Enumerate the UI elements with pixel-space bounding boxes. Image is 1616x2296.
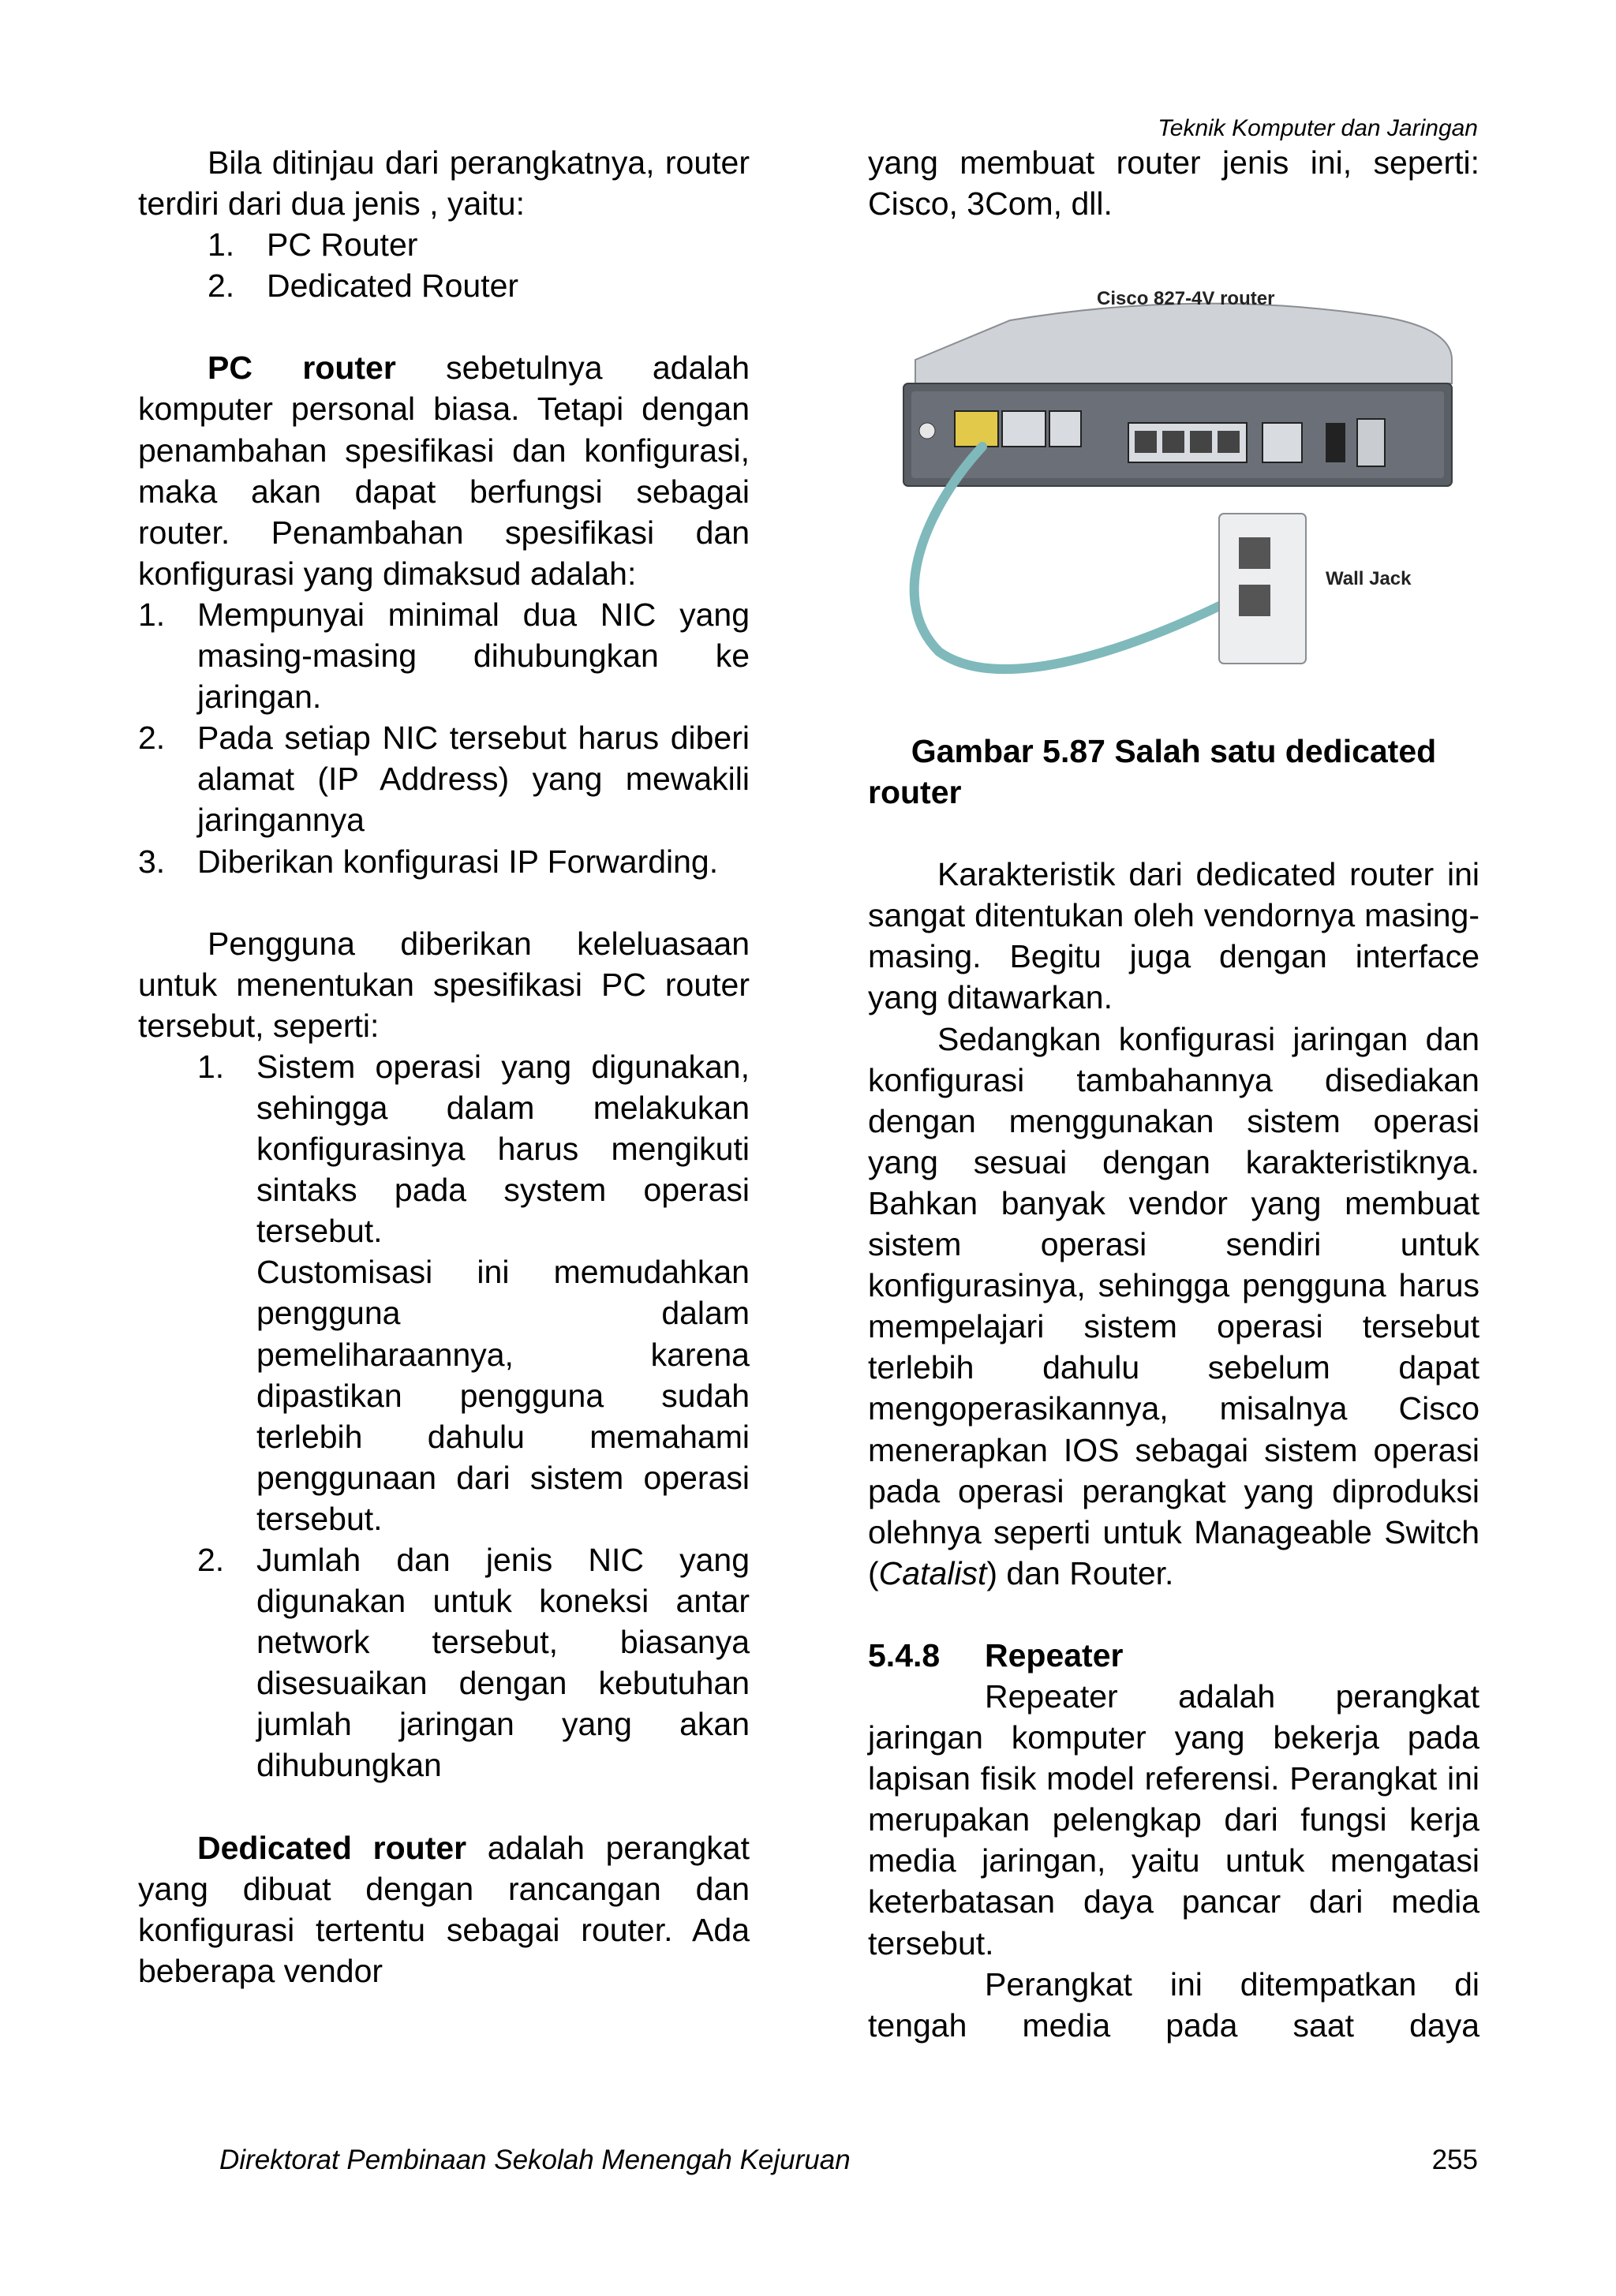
router-types-list [138, 224, 750, 306]
repeater-paragraph: Repeater adalah perangkat jaringan komputer yang bekerja pada lapisan fisik model referensi. Perangkat ini merupakan pelengkap dari fungsi kerja media jaringan, yaitu untuk mengatasi keterbatasan daya pancar dari media tersebut. [868, 1677, 1479, 1961]
router-label: Cisco 827-4V router [1097, 288, 1275, 310]
figure-caption: Gambar 5.87 Salah satu dedicated router [868, 733, 1437, 811]
footer-text: Direktorat Pembinaan Sekolah Menengah Kejuruan [219, 2145, 851, 2175]
list-text: Pada setiap NIC tersebut harus diberi alamat (IP Address) yang mewakili jaringannya [197, 720, 750, 839]
router-illustration [868, 265, 1479, 707]
list-text-part: Customisasi ini memudahkan pengguna dalam pemeliharaannya, karena dipastikan pengguna sudah terlebih dahulu memahami penggunaan dari sistem operasi tersebut. [256, 1254, 750, 1537]
list-number: 2. [197, 1542, 225, 1578]
router-figure [868, 265, 1479, 707]
list-item [138, 265, 750, 306]
wall-jack-label: Wall Jack [1326, 568, 1412, 590]
continuation-paragraph: yang membuat router jenis ini, seperti: Cisco, 3Com, dll. [868, 144, 1479, 222]
ethernet-port-icon [1049, 411, 1081, 447]
list-item [138, 1046, 750, 1539]
catalist-term: Catalist [878, 1554, 987, 1591]
list-text: Diberikan konfigurasi IP Forwarding. [197, 843, 719, 880]
pc-router-spec-list [138, 594, 750, 882]
list-number: 2. [208, 267, 235, 305]
running-header: Teknik Komputer dan Jaringan [1158, 115, 1478, 141]
list-text [256, 1046, 750, 1539]
pc-router-text: sebetulnya adalah komputer personal biasa. Tetapi dengan penambahan spesifikasi dan konfigurasi, maka akan dapat berfungsi sebagai router. Penambahan spesifikasi dan konfigurasi yang dimaksud adalah: [138, 350, 750, 592]
dedicated-router-text: adalah perangkat yang dibuat dengan rancangan dan konfigurasi tertentu sebagai router. Ada beberapa vendor [138, 1829, 750, 1989]
intro-paragraph: Bila ditinjau dari perangkatnya, router terdiri dari dua jenis , yaitu: [138, 144, 750, 222]
router-top [915, 304, 1452, 383]
cisco-logo-icon [919, 423, 935, 439]
list-text: Dedicated Router [267, 267, 519, 305]
list-item [138, 594, 750, 717]
list-text: Jumlah dan jenis NIC yang digunakan untuk koneksi antar network tersebut, biasanya disesuaikan dengan kebutuhan jumlah jaringan yang akan dihubungkan [256, 1542, 750, 1784]
user-options-list [138, 1046, 750, 1786]
jack-socket-icon [1239, 585, 1270, 616]
list-item [138, 1539, 750, 1786]
list-number: 1. [197, 1048, 225, 1085]
list-item [138, 841, 750, 882]
section-title: Repeater [985, 1636, 1124, 1673]
ethernet-port-icon [1002, 411, 1046, 447]
power-switch-icon [1326, 423, 1345, 462]
port-icon [1190, 431, 1212, 453]
dedicated-router-term: Dedicated router [197, 1829, 467, 1866]
repeater-placement-paragraph: Perangkat ini ditempatkan di tengah media pada saat daya [868, 1965, 1479, 2044]
power-socket-icon [1357, 419, 1385, 466]
list-number: 2. [138, 720, 166, 757]
page-number: 255 [1431, 2145, 1478, 2175]
pc-router-term: PC router [208, 350, 396, 387]
list-number: 1. [208, 226, 235, 264]
console-port-icon [1262, 423, 1302, 462]
port-icon [1218, 431, 1240, 453]
list-number: 1. [138, 596, 166, 633]
configuration-paragraph [868, 1019, 1479, 1594]
configuration-end: ) dan Router. [986, 1554, 1174, 1591]
port-icon [1135, 431, 1157, 453]
list-text: PC Router [267, 226, 418, 264]
jack-socket-icon [1239, 537, 1270, 569]
list-item [138, 717, 750, 840]
dedicated-router-paragraph [138, 1827, 750, 1991]
left-column [138, 142, 750, 1991]
section-heading [868, 1635, 1479, 1676]
section-number: 5.4.8 [868, 1636, 941, 1673]
list-item [138, 224, 750, 265]
configuration-text: Sedangkan konfigurasi jaringan dan konfigurasi tambahannya disediakan dengan menggunakan sistem operasi yang sesuai dengan karakteristiknya. Bahkan banyak vendor yang membuat sistem operasi sendiri untuk konfigurasinya, sehingga pengguna harus mempelajari sistem operasi tersebut terlebih dahulu sebelum dapat mengoperasikannya, misalnya Cisco menerapkan IOS sebagai sistem operasi pada operasi perangkat yang diproduksi olehnya seperti untuk Manageable Switch ( [868, 1020, 1479, 1591]
user-intro-paragraph: Pengguna diberikan keleluasaan untuk menentukan spesifikasi PC router tersebut, seperti: [138, 925, 750, 1044]
list-text-part: Sistem operasi yang digunakan, sehingga dalam melakukan konfigurasinya harus mengikuti sintaks pada system operasi tersebut. [256, 1048, 750, 1250]
list-number: 3. [138, 843, 166, 880]
ethernet-port-icon [955, 411, 998, 447]
right-column [868, 142, 1479, 2046]
port-icon [1162, 431, 1184, 453]
list-text: Mempunyai minimal dua NIC yang masing-masing dihubungkan ke jaringan. [197, 596, 750, 716]
pc-router-paragraph [138, 347, 750, 594]
characteristics-paragraph: Karakteristik dari dedicated router ini sangat ditentukan oleh vendornya masing-masing. Begitu juga dengan interface yang ditawarkan. [868, 856, 1479, 1016]
